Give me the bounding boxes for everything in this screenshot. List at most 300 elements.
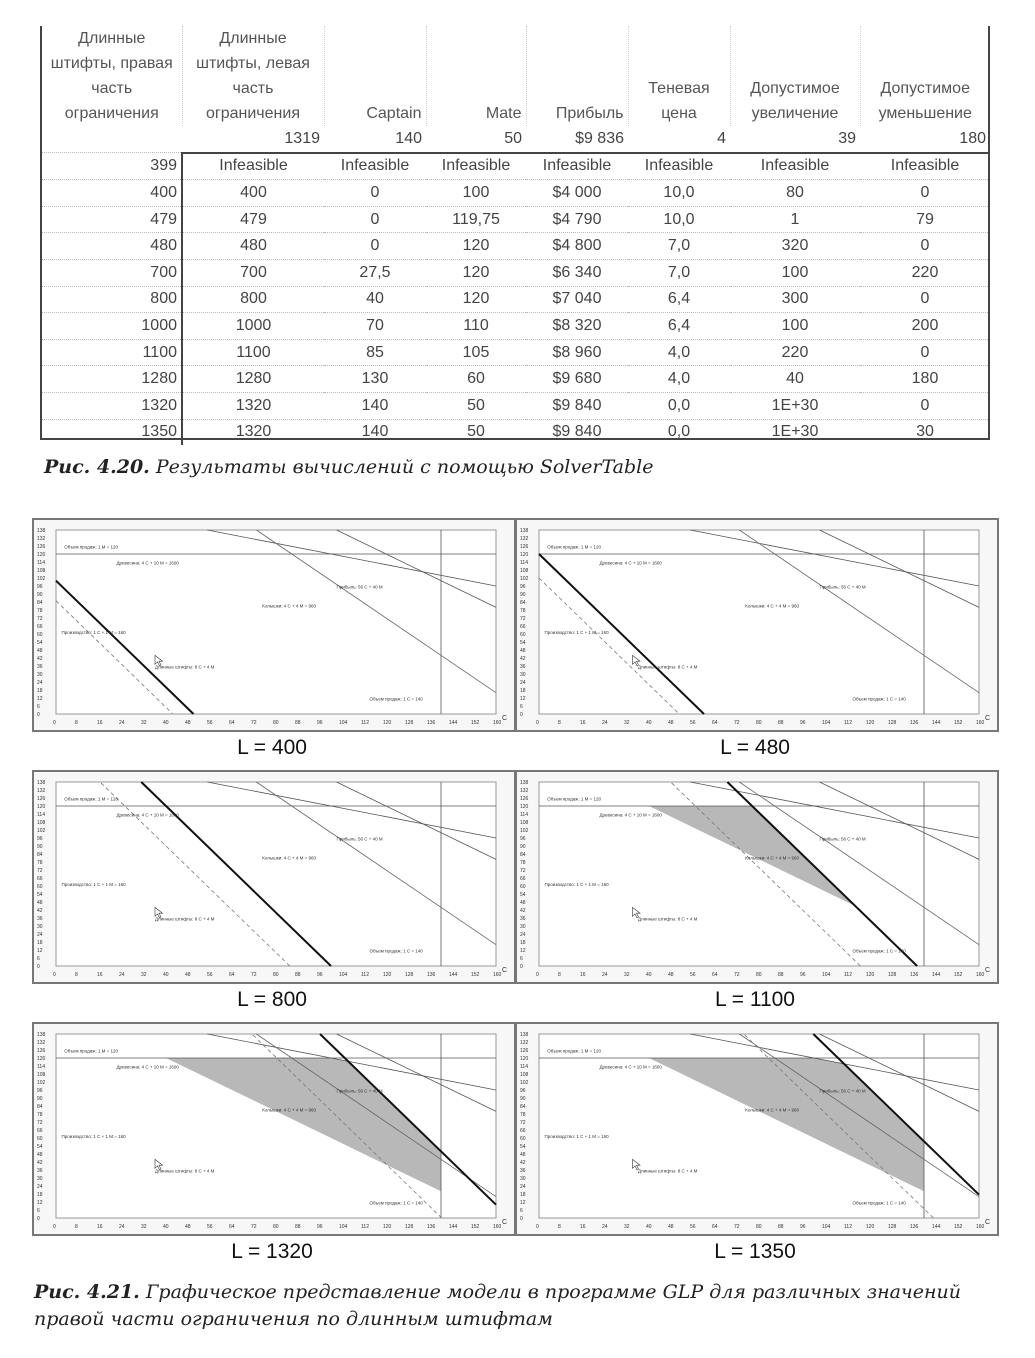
line-label: Объем продаж: 1 M = 120 <box>547 1048 601 1054</box>
y-tick-label: 24 <box>37 932 43 938</box>
table-cell: 100 <box>426 180 526 207</box>
x-tick-label: 72 <box>734 972 740 978</box>
x-tick-label: 96 <box>800 972 806 978</box>
x-tick-label: 96 <box>317 972 323 978</box>
x-tick-label: 120 <box>383 972 392 978</box>
glp-graph <box>517 772 997 982</box>
x-tick-label: 120 <box>866 972 875 978</box>
line-label: Длинные штифты: 8 C + 4 M <box>638 1168 698 1174</box>
table-cell: 6,4 <box>628 286 730 313</box>
x-tick-label: 144 <box>932 720 941 726</box>
x-tick-label: 48 <box>668 1224 674 1230</box>
y-tick-label: 66 <box>37 624 43 630</box>
table-cell: 27,5 <box>324 259 426 286</box>
table-cell: 1320 <box>235 423 272 441</box>
line-label: Прибыль: 56 C + 40 M <box>336 1088 383 1094</box>
table-cell: 40 <box>730 366 860 393</box>
y-tick-label: 36 <box>520 916 526 922</box>
y-tick-label: 132 <box>37 1040 46 1046</box>
x-tick-label: 32 <box>141 720 147 726</box>
table-cell: 6,4 <box>628 313 730 340</box>
table-row <box>42 366 990 393</box>
y-tick-label: 18 <box>520 940 526 946</box>
table-cell: 7,0 <box>628 233 730 260</box>
line-label: Колышки: 4 C + 4 M = 960 <box>745 603 799 609</box>
y-tick-label: 42 <box>520 656 526 662</box>
y-tick-label: 18 <box>37 940 43 946</box>
x-tick-label: 40 <box>163 1224 169 1230</box>
y-tick-label: 120 <box>520 552 529 558</box>
x-tick-label: 96 <box>317 720 323 726</box>
header-row <box>42 26 990 126</box>
x-tick-label: 8 <box>558 972 561 978</box>
x-tick-label: 160 <box>493 1224 502 1230</box>
table-row <box>42 180 990 207</box>
y-tick-label: 6 <box>37 1208 40 1214</box>
x-tick-label: 152 <box>954 1224 963 1230</box>
table-cell: 10,0 <box>628 206 730 233</box>
y-tick-label: 84 <box>520 852 526 858</box>
x-tick-label: 136 <box>427 972 436 978</box>
x-tick-label: 104 <box>822 1224 831 1230</box>
line-label: Производство: 1 C + 1 M = 160 <box>61 1134 126 1139</box>
x-tick-label: 16 <box>580 972 586 978</box>
caption-number: Рис. 4.21. <box>34 1281 140 1303</box>
table-cell: Infeasible <box>628 153 730 180</box>
line-label: Колышки: 4 C + 4 M = 960 <box>262 603 316 609</box>
x-tick-label: 88 <box>778 720 784 726</box>
x-tick-label: 24 <box>119 972 125 978</box>
row-rhs-value: 800 <box>42 286 182 313</box>
y-tick-label: 42 <box>520 1160 526 1166</box>
x-tick-label: 144 <box>449 720 458 726</box>
table-cell: 119,75 <box>426 206 526 233</box>
table-cell: 480 <box>182 233 324 260</box>
x-tick-label: 112 <box>844 720 852 726</box>
x-tick-label: 104 <box>339 972 348 978</box>
y-tick-label: 48 <box>37 648 43 654</box>
y-tick-label: 66 <box>520 624 526 630</box>
x-tick-label: 80 <box>756 972 762 978</box>
x-tick-label: 136 <box>427 1224 436 1230</box>
summary-cell: 180 <box>860 126 990 153</box>
x-tick-label: 104 <box>822 720 831 726</box>
x-axis-letter: C <box>502 715 508 722</box>
table-cell: $8 960 <box>526 339 628 366</box>
graph-label: L = 1100 <box>715 988 795 1011</box>
y-tick-label: 96 <box>520 1088 526 1094</box>
x-tick-label: 120 <box>383 1224 392 1230</box>
table-cell: 140 <box>361 423 389 441</box>
y-tick-label: 138 <box>520 780 529 786</box>
summary-cell: 140 <box>324 126 426 153</box>
graph-label: L = 1320 <box>231 1240 313 1263</box>
x-axis-letter: C <box>502 967 508 974</box>
y-tick-label: 108 <box>520 1072 529 1078</box>
y-tick-label: 90 <box>520 592 526 598</box>
y-tick-label: 108 <box>37 568 46 574</box>
y-tick-label: 24 <box>520 932 526 938</box>
y-tick-label: 48 <box>37 1152 43 1158</box>
summary-row <box>42 126 990 153</box>
y-tick-label: 24 <box>520 680 526 686</box>
header-captain: Captain <box>324 26 426 126</box>
y-tick-label: 114 <box>37 812 45 818</box>
glp-graph <box>34 1024 514 1234</box>
y-tick-label: 114 <box>520 812 528 818</box>
x-tick-label: 144 <box>932 972 941 978</box>
table-cell: $4 790 <box>526 206 628 233</box>
line-label: Древесина: 4 C + 10 M = 1600 <box>599 560 662 566</box>
x-tick-label: 24 <box>602 720 608 726</box>
x-tick-label: 72 <box>251 972 257 978</box>
line-label: Колышки: 4 C + 4 M = 960 <box>745 855 799 861</box>
table-row <box>42 339 990 366</box>
x-tick-label: 136 <box>910 720 919 726</box>
line-label: Древесина: 4 C + 10 M = 1600 <box>116 560 179 566</box>
table-cell: Infeasible <box>182 153 324 180</box>
x-tick-label: 80 <box>756 1224 762 1230</box>
table-cell: 320 <box>730 233 860 260</box>
y-tick-label: 6 <box>520 956 523 962</box>
table-cell: 85 <box>324 339 426 366</box>
x-tick-label: 56 <box>690 972 696 978</box>
summary-cell: 39 <box>730 126 860 153</box>
y-tick-label: 138 <box>37 780 46 786</box>
x-tick-label: 64 <box>712 972 718 978</box>
x-tick-label: 160 <box>976 720 985 726</box>
line-label: Объем продаж: 1 M = 120 <box>547 544 601 550</box>
table-cell: 1100 <box>182 339 324 366</box>
y-tick-label: 12 <box>37 1200 43 1206</box>
y-tick-label: 72 <box>520 616 526 622</box>
y-tick-label: 6 <box>37 956 40 962</box>
y-tick-label: 30 <box>37 924 43 930</box>
x-tick-label: 56 <box>207 720 213 726</box>
line-label: Прибыль: 56 C + 40 M <box>336 836 383 842</box>
x-tick-label: 32 <box>624 720 630 726</box>
x-tick-label: 144 <box>449 1224 458 1230</box>
y-tick-label: 6 <box>520 704 523 710</box>
y-tick-label: 96 <box>37 584 43 590</box>
x-tick-label: 128 <box>888 1224 897 1230</box>
line-label: Производство: 1 C + 1 M = 160 <box>544 1134 609 1139</box>
x-tick-label: 152 <box>954 972 963 978</box>
y-tick-label: 66 <box>520 1128 526 1134</box>
y-tick-label: 90 <box>37 592 43 598</box>
y-tick-label: 78 <box>37 1112 43 1118</box>
row-rhs-value: 400 <box>42 180 182 207</box>
x-tick-label: 88 <box>778 1224 784 1230</box>
table-cell: 0,0 <box>628 392 730 419</box>
y-tick-label: 18 <box>37 1192 43 1198</box>
y-tick-label: 0 <box>520 1216 523 1222</box>
x-tick-label: 72 <box>251 1224 257 1230</box>
x-tick-label: 16 <box>97 972 103 978</box>
table-cell: 0,0 <box>667 423 691 441</box>
x-tick-label: 112 <box>844 972 852 978</box>
y-tick-label: 66 <box>37 876 43 882</box>
x-tick-label: 128 <box>888 972 897 978</box>
x-tick-label: 56 <box>690 1224 696 1230</box>
header-allowable-increase: Допустимое увеличение <box>730 26 860 126</box>
y-tick-label: 132 <box>520 536 529 542</box>
line-label: Колышки: 4 C + 4 M = 960 <box>262 1107 316 1113</box>
table-cell: 200 <box>860 313 990 340</box>
x-tick-label: 8 <box>75 1224 78 1230</box>
line-label: Прибыль: 56 C + 40 M <box>819 584 866 590</box>
line-label: Длинные штифты: 8 C + 4 M <box>155 916 215 922</box>
x-tick-label: 136 <box>910 1224 919 1230</box>
y-tick-label: 30 <box>37 672 43 678</box>
y-tick-label: 12 <box>37 948 43 954</box>
graph-label: L = 800 <box>237 988 307 1011</box>
table-cell: 120 <box>426 259 526 286</box>
x-tick-label: 152 <box>471 720 480 726</box>
table-row <box>42 286 990 313</box>
header-rhs: Длинные штифты, правая часть ограничения <box>42 26 182 126</box>
x-tick-label: 56 <box>690 720 696 726</box>
x-tick-label: 160 <box>493 972 502 978</box>
y-tick-label: 12 <box>520 948 526 954</box>
summary-cell: 4 <box>628 126 730 153</box>
x-tick-label: 16 <box>97 720 103 726</box>
x-tick-label: 88 <box>778 972 784 978</box>
x-tick-label: 8 <box>558 720 561 726</box>
x-tick-label: 64 <box>712 1224 718 1230</box>
x-tick-label: 56 <box>207 1224 213 1230</box>
x-tick-label: 120 <box>866 1224 875 1230</box>
table-cell: 79 <box>860 206 990 233</box>
glp-graph-panel <box>32 1022 516 1236</box>
table-cell: $8 320 <box>526 313 628 340</box>
line-label: Длинные штифты: 8 C + 4 M <box>638 664 698 670</box>
header-profit: Прибыль <box>526 26 628 126</box>
y-tick-label: 36 <box>520 1168 526 1174</box>
line-label: Колышки: 4 C + 4 M = 960 <box>262 855 316 861</box>
y-tick-label: 36 <box>520 664 526 670</box>
glp-graph <box>517 1024 997 1234</box>
table-cell: 1280 <box>182 366 324 393</box>
table-cell: 130 <box>324 366 426 393</box>
y-tick-label: 120 <box>37 804 46 810</box>
x-tick-label: 80 <box>756 720 762 726</box>
x-tick-label: 0 <box>536 720 539 726</box>
row-rhs-value: 479 <box>42 206 182 233</box>
table-row <box>42 392 990 419</box>
table-cell: $6 340 <box>526 259 628 286</box>
table-row <box>42 206 990 233</box>
y-tick-label: 84 <box>520 600 526 606</box>
line-label: Производство: 1 C + 1 M = 160 <box>544 630 609 635</box>
glp-graph <box>517 520 997 730</box>
table-row <box>42 259 990 286</box>
x-tick-label: 48 <box>185 1224 191 1230</box>
y-tick-label: 24 <box>520 1184 526 1190</box>
x-tick-label: 0 <box>536 972 539 978</box>
y-tick-label: 12 <box>37 696 43 702</box>
y-tick-label: 72 <box>520 868 526 874</box>
table-row <box>42 419 990 445</box>
x-tick-label: 128 <box>405 720 414 726</box>
header-mate: Mate <box>426 26 526 126</box>
y-tick-label: 36 <box>37 916 43 922</box>
y-tick-label: 102 <box>520 828 529 834</box>
table-cell: 60 <box>426 366 526 393</box>
table-cell: 0 <box>860 180 990 207</box>
y-tick-label: 102 <box>37 1080 46 1086</box>
row-rhs-value: 480 <box>42 233 182 260</box>
table-cell: 110 <box>426 313 526 340</box>
y-tick-label: 42 <box>37 656 43 662</box>
table-cell: 105 <box>426 339 526 366</box>
y-tick-label: 54 <box>37 892 43 898</box>
y-tick-label: 138 <box>520 528 529 534</box>
y-tick-label: 120 <box>520 1056 529 1062</box>
line-label: Колышки: 4 C + 4 M = 960 <box>745 1107 799 1113</box>
x-tick-label: 144 <box>932 1224 941 1230</box>
y-tick-label: 60 <box>520 1136 526 1142</box>
table-cell: 0 <box>860 339 990 366</box>
table-row <box>42 153 990 180</box>
line-label: Древесина: 4 C + 10 M = 1600 <box>116 812 179 818</box>
table-cell: 1E+30 <box>771 423 819 441</box>
x-tick-label: 32 <box>624 1224 630 1230</box>
x-tick-label: 48 <box>668 720 674 726</box>
line-label: Объем продаж: 1 C = 140 <box>369 1200 423 1206</box>
x-axis-letter: C <box>985 1219 991 1226</box>
x-tick-label: 64 <box>712 720 718 726</box>
x-tick-label: 32 <box>141 972 147 978</box>
line-label: Древесина: 4 C + 10 M = 1600 <box>599 812 662 818</box>
x-tick-label: 112 <box>844 1224 852 1230</box>
line-label: Объем продаж: 1 M = 120 <box>64 796 118 802</box>
y-tick-label: 78 <box>520 860 526 866</box>
y-tick-label: 18 <box>37 688 43 694</box>
y-tick-label: 102 <box>37 576 46 582</box>
line-label: Древесина: 4 C + 10 M = 1600 <box>599 1064 662 1070</box>
data-rows <box>42 153 990 446</box>
x-tick-label: 88 <box>295 972 301 978</box>
graph-label: L = 1350 <box>714 1240 796 1263</box>
x-tick-label: 112 <box>361 972 369 978</box>
y-tick-label: 90 <box>37 1096 43 1102</box>
x-tick-label: 120 <box>383 720 392 726</box>
y-tick-label: 18 <box>520 688 526 694</box>
x-tick-label: 72 <box>251 720 257 726</box>
table-cell: Infeasible <box>426 153 526 180</box>
x-tick-label: 16 <box>580 720 586 726</box>
table-cell: 80 <box>730 180 860 207</box>
y-tick-label: 102 <box>37 828 46 834</box>
x-tick-label: 152 <box>954 720 963 726</box>
table-cell: 100 <box>730 259 860 286</box>
line-label: Производство: 1 C + 1 M = 160 <box>544 882 609 887</box>
row-rhs-value: 1350 <box>42 419 182 445</box>
y-tick-label: 108 <box>520 820 529 826</box>
y-tick-label: 90 <box>520 844 526 850</box>
y-tick-label: 108 <box>520 568 529 574</box>
x-tick-label: 96 <box>317 1224 323 1230</box>
y-tick-label: 60 <box>520 884 526 890</box>
glp-graph-panel <box>515 518 999 732</box>
y-tick-label: 0 <box>37 712 40 718</box>
y-tick-label: 36 <box>37 1168 43 1174</box>
y-tick-label: 12 <box>520 1200 526 1206</box>
y-tick-label: 90 <box>520 1096 526 1102</box>
line-label: Производство: 1 C + 1 M = 160 <box>61 630 126 635</box>
y-tick-label: 84 <box>37 600 43 606</box>
x-tick-label: 112 <box>361 720 369 726</box>
x-tick-label: 40 <box>163 972 169 978</box>
x-tick-label: 0 <box>536 1224 539 1230</box>
x-tick-label: 24 <box>119 720 125 726</box>
y-tick-label: 102 <box>520 1080 529 1086</box>
header-allowable-decrease: Допустимое уменьшение <box>878 80 972 122</box>
y-tick-label: 42 <box>37 908 43 914</box>
x-tick-label: 0 <box>53 972 56 978</box>
y-tick-label: 54 <box>520 640 526 646</box>
y-tick-label: 138 <box>37 528 46 534</box>
x-tick-label: 16 <box>97 1224 103 1230</box>
x-tick-label: 88 <box>295 720 301 726</box>
y-tick-label: 102 <box>520 576 529 582</box>
y-tick-label: 120 <box>520 804 529 810</box>
line-label: Объем продаж: 1 M = 120 <box>547 796 601 802</box>
y-tick-label: 60 <box>37 1136 43 1142</box>
x-tick-label: 0 <box>53 720 56 726</box>
y-tick-label: 42 <box>520 908 526 914</box>
y-tick-label: 132 <box>37 536 46 542</box>
y-tick-label: 12 <box>520 696 526 702</box>
y-tick-label: 96 <box>520 584 526 590</box>
y-tick-label: 66 <box>520 876 526 882</box>
y-tick-label: 48 <box>520 1152 526 1158</box>
y-tick-label: 78 <box>37 608 43 614</box>
x-tick-label: 0 <box>53 1224 56 1230</box>
line-label: Объем продаж: 1 C = 140 <box>852 696 906 702</box>
x-tick-label: 16 <box>580 1224 586 1230</box>
y-tick-label: 30 <box>520 672 526 678</box>
line-label: Длинные штифты: 8 C + 4 M <box>155 1168 215 1174</box>
row-rhs-value: 1320 <box>42 392 182 419</box>
y-tick-label: 24 <box>37 680 43 686</box>
table-row <box>42 313 990 340</box>
caption-text: Результаты вычислений с помощью SolverTable <box>155 456 654 478</box>
y-tick-label: 0 <box>520 712 523 718</box>
y-tick-label: 114 <box>37 1064 45 1070</box>
table-cell: 4,0 <box>628 366 730 393</box>
x-tick-label: 128 <box>405 972 414 978</box>
x-tick-label: 80 <box>273 1224 279 1230</box>
y-tick-label: 48 <box>520 900 526 906</box>
plot-area <box>56 530 496 714</box>
line-label: Объем продаж: 1 C = 140 <box>852 1200 906 1206</box>
x-tick-label: 152 <box>471 972 480 978</box>
y-tick-label: 78 <box>520 1112 526 1118</box>
table-cell: 120 <box>426 286 526 313</box>
row-rhs-value: 1100 <box>42 339 182 366</box>
x-tick-label: 56 <box>207 972 213 978</box>
table-cell: 40 <box>324 286 426 313</box>
y-tick-label: 120 <box>37 552 46 558</box>
x-tick-label: 72 <box>734 720 740 726</box>
x-tick-label: 64 <box>229 720 235 726</box>
glp-graph-panel <box>32 518 516 732</box>
x-tick-label: 32 <box>141 1224 147 1230</box>
y-tick-label: 138 <box>37 1032 46 1038</box>
x-tick-label: 8 <box>75 972 78 978</box>
